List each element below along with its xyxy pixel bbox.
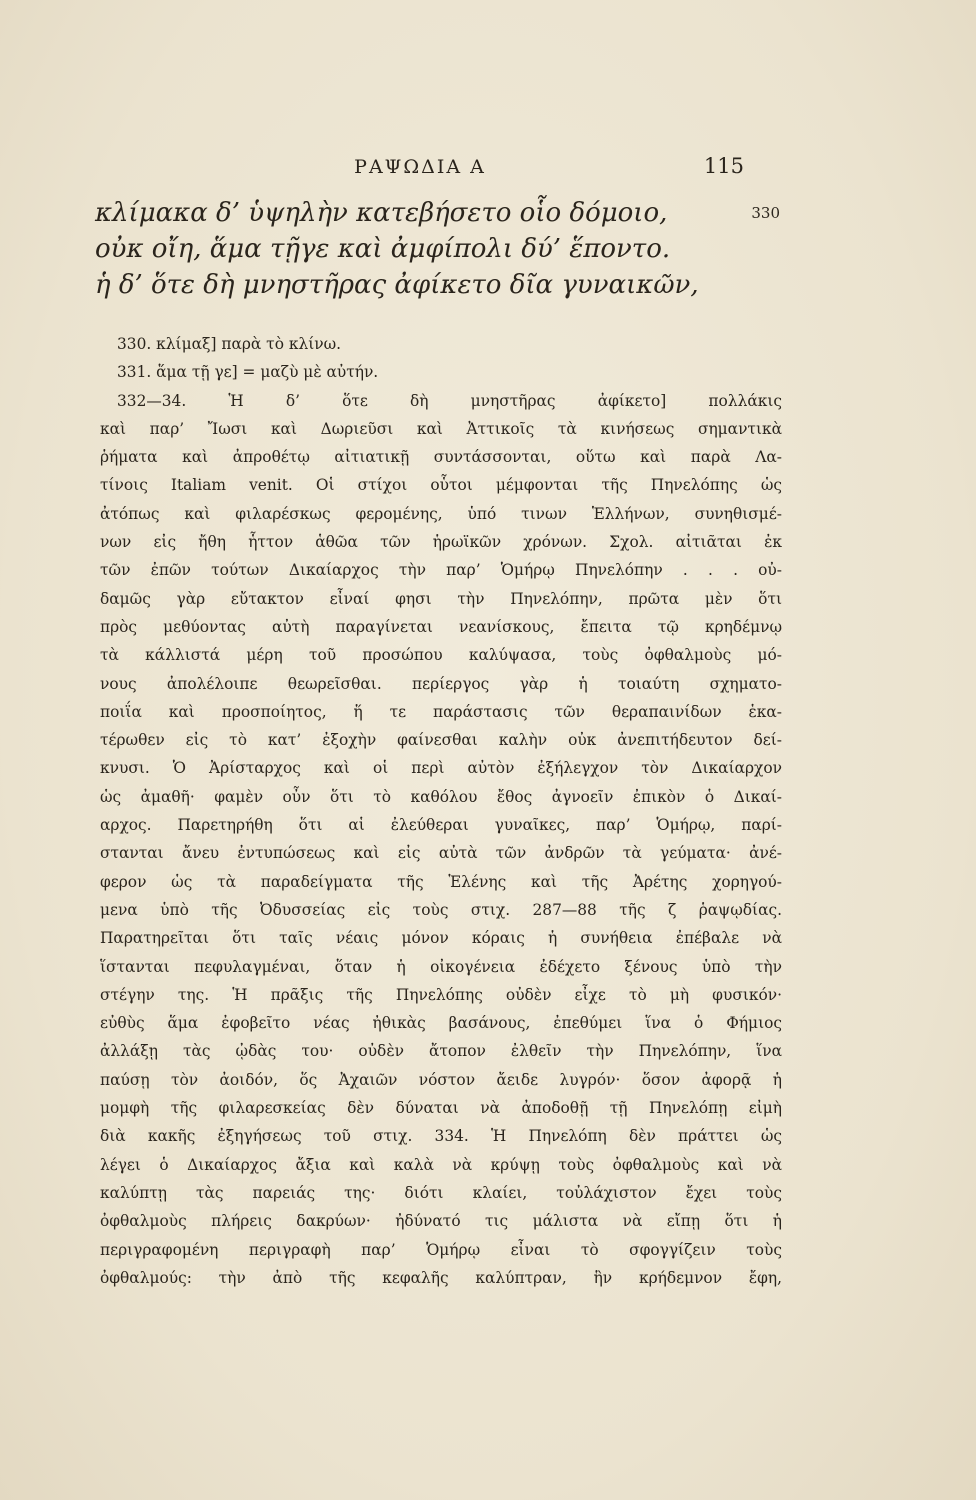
commentary-line: μομφὴ τῆς φιλαρεσκείας δὲν δύναται νὰ ἀποδοθῇ τῇ Πηνελόπῃ εἰμὴ xyxy=(100,1099,782,1118)
running-title: ΡΑΨΩΔΙΑ Α xyxy=(354,156,486,178)
commentary-line: ὡς ἀμαθῆ· φαμὲν οὖν ὅτι τὸ καθόλου ἔθος ἀγνοεῖν ἐπικὸν ὁ Δικαί- xyxy=(100,787,782,806)
commentary-line: φερον ὡς τὰ παραδείγματα τῆς Ἑλένης καὶ τῆς Ἀρέτης χορηγού- xyxy=(100,872,782,891)
commentary-line: καὶ παρ’ Ἴωσι καὶ Δωριεῦσι καὶ Ἀττικοῖς τὰ κινήσεως σημαντικὰ xyxy=(100,419,782,438)
commentary-line: παύσῃ τὸν ἀοιδόν, ὅς Ἀχαιῶν νόστον ἄειδε λυγρόν· ὅσον ἀφορᾷ ἡ xyxy=(100,1070,782,1089)
verse-line xyxy=(0,268,976,304)
commentary-notes xyxy=(100,330,782,1292)
commentary-line: μενα ὑπὸ τῆς Ὀδυσσείας εἰς τοὺς στιχ. 287—88 τῆς ζ ῥαψῳδίας. xyxy=(100,900,782,919)
verse-text: κλίμακα δ’ ὑψηλὴν κατεβήσετο οἷο δόμοιο, xyxy=(95,198,668,228)
commentary-line: καλύπτῃ τὰς παρειάς της· διότι κλαίει, τοὐλάχιστον ἔχει τοὺς xyxy=(100,1183,782,1202)
commentary-line: τὰ κάλλιστά μέρη τοῦ προσώπου καλύψασα, τοὺς ὀφθαλμοὺς μό- xyxy=(100,646,782,665)
commentary-line: πρὸς μεθύοντας αὐτὴ παραγίνεται νεανίσκους, ἔπειτα τῷ κρηδέμνῳ xyxy=(100,617,782,636)
page-number: 115 xyxy=(703,154,744,178)
commentary-line: λέγει ὁ Δικαίαρχος ἄξια καὶ καλὰ νὰ κρύψῃ τοὺς ὀφθαλμοὺς καὶ νὰ xyxy=(100,1155,782,1174)
verse-line xyxy=(0,196,976,232)
commentary-line: εὐθὺς ἅμα ἐφοβεῖτο νέας ἠθικὰς βασάνους, ἐπεθύμει ἵνα ὁ Φήμιος xyxy=(100,1014,782,1033)
verse-text: οὐκ οἴη, ἅμα τῇγε καὶ ἀμφίπολι δύ’ ἕποντο. xyxy=(95,234,671,264)
commentary-line: τέρωθεν εἰς τὸ κατ’ ἐξοχὴν φαίνεσθαι καλὴν οὐκ ἀνεπιτήδευτον δεί- xyxy=(100,731,782,750)
commentary-line: ὀφθαλμοὺς πλήρεις δακρύων· ἠδύνατό τις μάλιστα νὰ εἴπῃ ὅτι ἡ xyxy=(100,1212,782,1231)
commentary-line: κνυσι. Ὁ Ἀρίσταρχος καὶ οἱ περὶ αὐτὸν ἐξήλεγχον τὸν Δικαίαρχον xyxy=(100,759,782,778)
commentary-line: 332—34. Ἡ δ’ ὅτε δὴ μνηστῆρας ἀφίκετο] πολλάκις xyxy=(117,391,782,410)
commentary-line: ἀλλάξῃ τὰς ᾠδὰς του· οὐδὲν ἄτοπον ἐλθεῖν τὴν Πηνελόπην, ἵνα xyxy=(100,1042,782,1061)
commentary-line: τίνοις Italiam venit. Οἱ στίχοι οὗτοι μέμφονται τῆς Πηνελόπης ὡς xyxy=(100,476,782,495)
commentary-line: νων εἰς ἤθη ἧττον ἁθῶα τῶν ἡρωϊκῶν χρόνων. Σχολ. αἰτιᾶται ἐκ xyxy=(100,533,782,552)
commentary-line: ἀτόπως καὶ φιλαρέσκως φερομένης, ὑπό τινων Ἑλλήνων, συνηθισμέ- xyxy=(100,504,782,523)
commentary-line: διὰ κακῆς ἐξηγήσεως τοῦ στιχ. 334. Ἡ Πηνελόπη δὲν πράττει ὡς xyxy=(100,1127,782,1146)
commentary-line: νους ἀπολέλοιπε θεωρεῖσθαι. περίεργος γὰρ ἡ τοιαύτη σχηματο- xyxy=(100,674,782,693)
verse-text: ἡ δ’ ὅτε δὴ μνηστῆρας ἀφίκετο δῖα γυναικῶν, xyxy=(95,270,699,300)
commentary-line: ῥήματα καὶ ἀπροθέτῳ αἰτιατικῇ συντάσσονται, οὕτω καὶ παρὰ Λα- xyxy=(100,448,782,467)
commentary-line: ἵστανται πεφυλαγμέναι, ὅταν ἡ οἰκογένεια ἐδέχετο ξένους ὑπὸ τὴν xyxy=(100,957,782,976)
commentary-line: στανται ἄνευ ἐντυπώσεως καὶ εἰς αὐτὰ τῶν ἀνδρῶν τὰ γεύματα· ἀνέ- xyxy=(100,844,782,863)
commentary-line: 330. κλίμαξ] παρὰ τὸ κλίνω. xyxy=(117,335,342,353)
commentary-line: ὀφθαλμούς: τὴν ἀπὸ τῆς κεφαλῆς καλύπτραν, ἣν κρήδεμνον ἔφη, xyxy=(100,1268,782,1287)
commentary-line: περιγραφομένη περιγραφὴ παρ’ Ὁμήρῳ εἶναι τὸ σφογγίζειν τοὺς xyxy=(100,1240,782,1259)
commentary-line: ποιΐα καὶ προσποίητος, ἥ τε παράστασις τῶν θεραπαινίδων ἑκα- xyxy=(100,702,782,721)
commentary-line: δαμῶς γὰρ εὔτακτον εἶναί φησι τὴν Πηνελόπην, πρῶτα μὲν ὅτι xyxy=(100,589,782,608)
commentary-line: Παρατηρεῖται ὅτι ταῖς νέαις μόνον κόραις ἡ συνήθεια ἐπέβαλε νὰ xyxy=(100,929,782,948)
verse-block xyxy=(0,196,976,304)
commentary-line: τῶν ἐπῶν τούτων Δικαίαρχος τὴν παρ’ Ὁμήρῳ Πηνελόπην . . . οὐ- xyxy=(100,561,782,580)
commentary-line: αρχος. Παρετηρήθη ὅτι αἱ ἐλεύθεραι γυναῖκες, παρ’ Ὁμήρῳ, παρί- xyxy=(100,816,782,835)
page-header xyxy=(0,150,976,184)
verse-line xyxy=(0,232,976,268)
commentary-line: 331. ἅμα τῇ γε] = μαζὺ μὲ αὐτήν. xyxy=(117,363,379,382)
commentary-line: στέγην της. Ἡ πρᾶξις τῆς Πηνελόπης οὐδὲν εἶχε τὸ μὴ φυσικόν· xyxy=(100,985,782,1004)
verse-number: 330 xyxy=(751,204,780,222)
